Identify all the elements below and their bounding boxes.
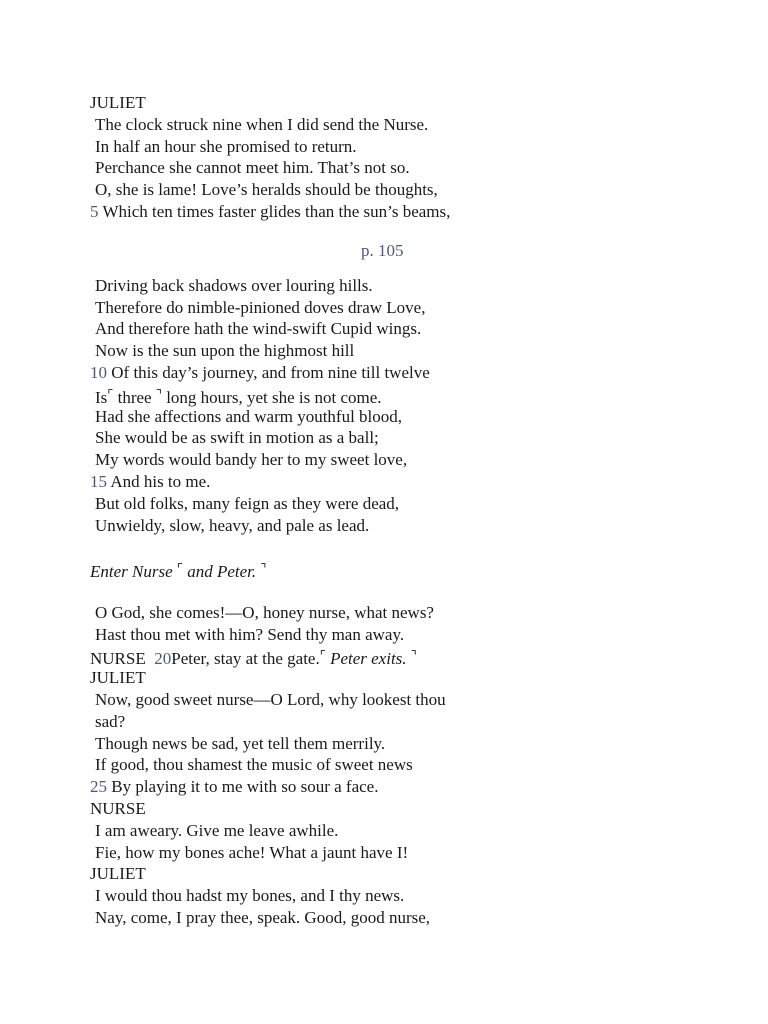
verse-text: Had she affections and warm youthful blood, [95,406,403,426]
verse-line [90,340,690,362]
bracketed-text: and Peter. [187,562,257,582]
verse-line [90,885,690,907]
verse-text: Is [95,387,108,407]
verse-text: And his to me. [110,471,211,491]
verse-text: Of this day’s journey, and from nine till twelve [111,362,430,382]
verse-line [90,624,690,646]
verse-text: My words would bandy her to my sweet love, [95,450,408,470]
verse-text: Unwieldy, slow, heavy, and pale as lead. [95,515,370,535]
verse-line [90,201,690,223]
verse-text: Perchance she cannot meet him. That’s not so. [95,158,410,178]
verse-text: sad? [95,711,126,731]
verse-line [90,275,690,297]
bracket-open-mark: ⌜ [107,386,114,402]
spacer [90,536,690,558]
verse-line [90,449,690,471]
verse-line [90,427,690,449]
verse-text: And therefore hath the wind-swift Cupid wings. [95,319,422,339]
verse-line [90,754,690,776]
verse-text: long hours, yet she is not come. [166,387,382,407]
bracketed-text: three [117,387,152,407]
verse-line [90,362,690,384]
verse-text: Hast thou met with him? Send thy man away. [95,624,405,644]
verse-text: Driving back shadows over louring hills. [95,275,373,295]
spacer [90,580,690,602]
verse-text: If good, thou shamest the music of sweet news [95,755,413,775]
verse-line [90,318,690,340]
line-number: 5 [90,201,99,221]
verse-text: In half an hour she promised to return. [95,136,357,156]
verse-text: But old folks, many feign as they were dead, [95,493,400,513]
verse-line [90,776,690,798]
verse-line [90,733,690,755]
speaker-name: NURSE [90,649,146,669]
bracket-open-mark: ⌜ [176,561,183,577]
verse-line [90,689,690,711]
verse-text: She would be as swift in motion as a ball; [95,428,379,448]
verse-line [90,493,690,515]
verse-line [90,820,690,842]
bracket-close-mark: ⌝ [410,648,417,664]
speaker-name: JULIET [90,668,146,688]
verse-line [90,907,690,929]
verse-line [90,602,690,624]
verse-text: O, she is lame! Love’s heralds should be thoughts, [95,180,438,200]
verse-text: Nay, come, I pray thee, speak. Good, good nurse, [95,907,431,927]
verse-line [90,711,690,733]
bracket-close-mark: ⌝ [260,561,267,577]
verse-text: Peter, stay at the gate. [171,649,320,669]
line-number: 15 [90,471,107,491]
verse-text: The clock struck nine when I did send the Nurse. [95,114,429,134]
script-page [90,92,690,929]
verse-text: Fie, how my bones ache! What a jaunt have I! [95,842,409,862]
line-number: 20 [154,649,172,669]
verse-line [90,179,690,201]
stage-text: Enter Nurse [90,562,173,582]
verse-text: Though news be sad, yet tell them merrily. [95,733,386,753]
verse-line [90,157,690,179]
verse-text: Which ten times faster glides than the sun’s beams, [102,201,451,221]
verse-text: I would thou hadst my bones, and I thy news. [95,886,405,906]
verse-line [90,297,690,319]
verse-text: By playing it to me with so sour a face. [111,777,379,797]
stage-direction [90,558,690,580]
verse-line [90,384,690,406]
line-number: 10 [90,362,107,382]
page-number-marker: p. 105 [361,240,404,260]
verse-text: O God, she comes!—O, honey nurse, what news? [95,602,434,622]
line-number: 25 [90,777,107,797]
verse-text: Now, good sweet nurse—O Lord, why lookest thou [95,689,446,709]
bracket-open-mark: ⌜ [319,648,326,664]
bracket-close-mark: ⌝ [155,386,162,402]
stage-text: Peter exits. [330,649,407,669]
verse-text: Therefore do nimble-pinioned doves draw Love, [95,297,426,317]
verse-line [90,645,690,667]
verse-line [90,136,690,158]
verse-line [90,406,690,428]
speaker-name: JULIET [90,93,146,112]
verse-text: Now is the sun upon the highmost hill [95,341,355,361]
verse-line [90,114,690,136]
verse-line [90,842,690,864]
verse-text: I am aweary. Give me leave awhile. [95,820,339,840]
verse-line [90,515,690,537]
speaker-name: NURSE [90,798,146,818]
verse-line [90,471,690,493]
speaker-name: JULIET [90,864,146,884]
